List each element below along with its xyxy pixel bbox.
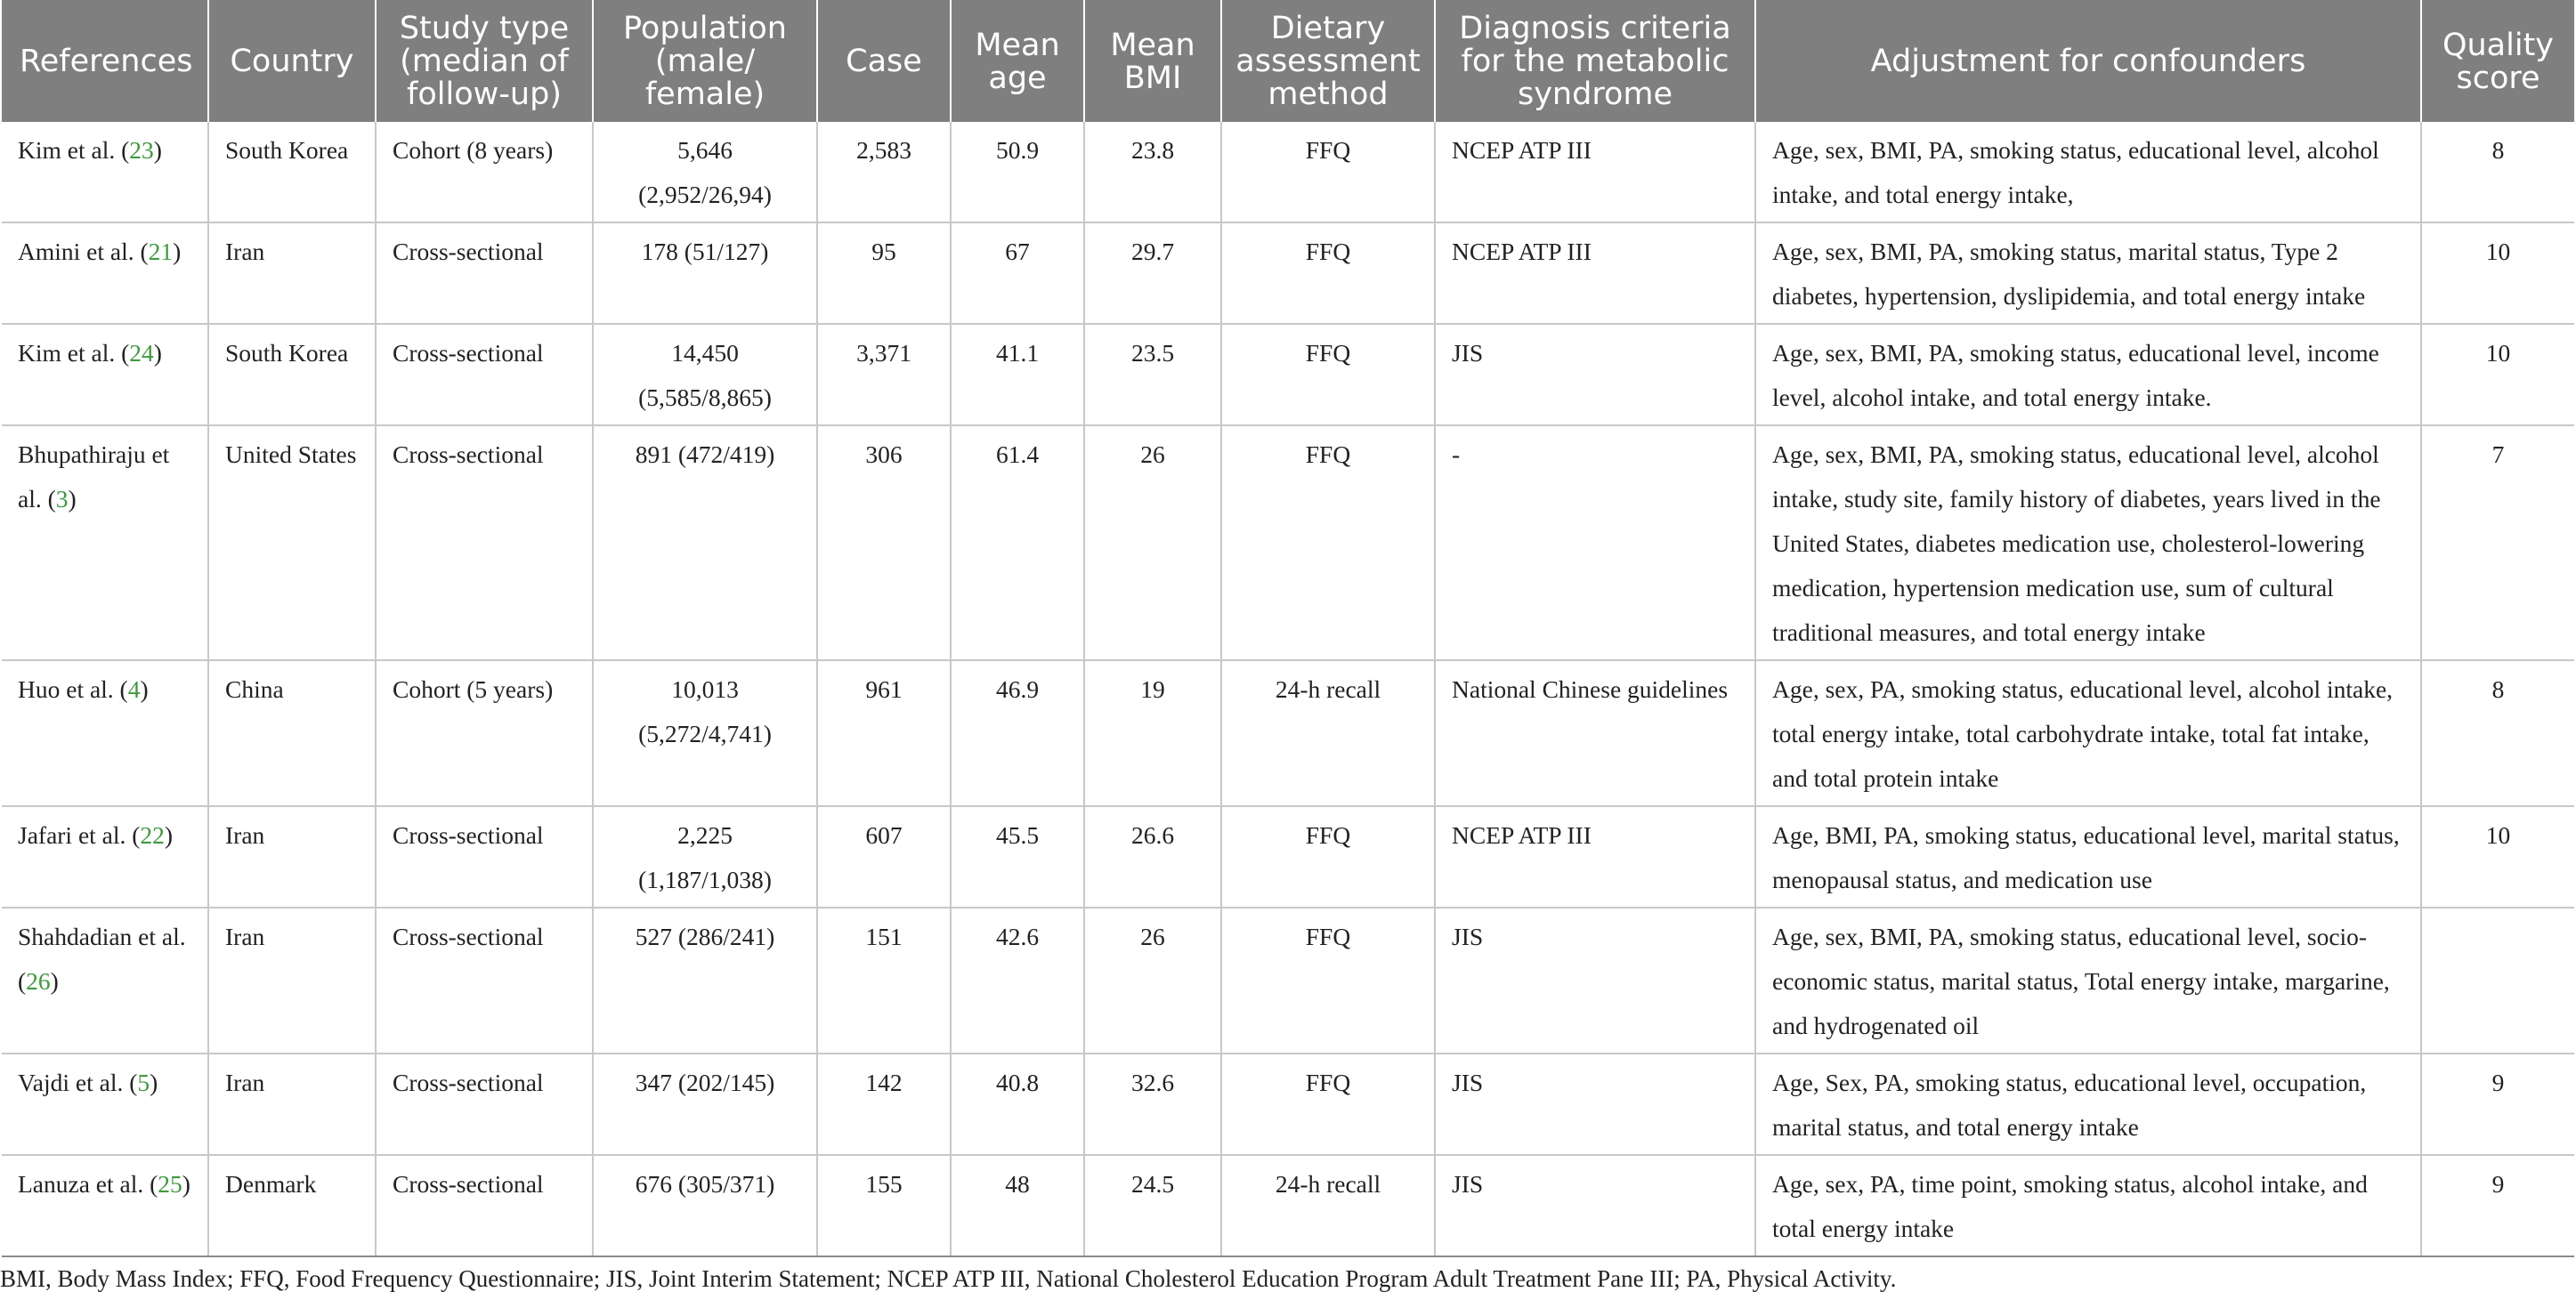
reference-citation-link[interactable]: 5 (137, 1069, 150, 1096)
cell-reference (2, 324, 208, 425)
cell-population: 527 (286/241) (593, 908, 817, 1054)
cell-quality-score: 10 (2421, 806, 2574, 908)
table-row (2, 806, 2574, 908)
table-footnote: BMI, Body Mass Index; FFQ, Food Frequency Questionnaire; JIS, Joint Interim Statement; NCEP ATP III, National Cholesterol Education Program Adult Treatment Pane III; PA, Physical Activity. (0, 1265, 1897, 1292)
cell-quality-score (2421, 908, 2574, 1054)
cell-dietary-method: FFQ (1221, 222, 1435, 324)
header-country: Country (208, 0, 376, 122)
cell-mean-bmi: 26 (1084, 425, 1221, 660)
cell-study-type: Cross-sectional (376, 1155, 593, 1256)
header-diagnosis-criteria: Diagnosis criteria for the metabolic syndrome (1435, 0, 1755, 122)
cell-country: Iran (208, 806, 376, 908)
header-case: Case (817, 0, 951, 122)
cell-quality-score: 7 (2421, 425, 2574, 660)
reference-author: Bhupathiraju et al. ( (18, 440, 170, 513)
cell-mean-age: 42.6 (951, 908, 1084, 1054)
reference-citation-link[interactable]: 3 (55, 485, 69, 513)
cell-dietary-method: FFQ (1221, 122, 1435, 222)
cell-case: 607 (817, 806, 951, 908)
cell-country: South Korea (208, 122, 376, 222)
cell-study-type: Cross-sectional (376, 806, 593, 908)
reference-author: Vajdi et al. ( (18, 1069, 138, 1096)
cell-reference (2, 806, 208, 908)
cell-population: 347 (202/145) (593, 1054, 817, 1155)
table-body (2, 122, 2574, 1256)
table-row (2, 425, 2574, 660)
reference-close-paren: ) (164, 821, 174, 849)
table-row (2, 1155, 2574, 1256)
cell-country: South Korea (208, 324, 376, 425)
header-references: References (2, 0, 208, 122)
study-characteristics-table (2, 0, 2574, 1257)
header-adjustment: Adjustment for confounders (1755, 0, 2421, 122)
table-row (2, 908, 2574, 1054)
cell-study-type: Cross-sectional (376, 324, 593, 425)
cell-reference (2, 1155, 208, 1256)
cell-adjustment: Age, sex, BMI, PA, smoking status, educational level, alcohol intake, study site, family history of diabetes, years lived in the United States, diabetes medication use, cholesterol-lowering medication, hypertension medication use, sum of cultural traditional measures, and total energy intake (1755, 425, 2421, 660)
header-quality-score: Quality score (2421, 0, 2574, 122)
cell-population: 5,646 (2,952/26,94) (593, 122, 817, 222)
reference-close-paren: ) (150, 1069, 158, 1096)
reference-close-paren: ) (153, 339, 162, 367)
cell-population: 10,013 (5,272/4,741) (593, 660, 817, 806)
cell-population: 14,450 (5,585/8,865) (593, 324, 817, 425)
cell-dietary-method: FFQ (1221, 324, 1435, 425)
reference-close-paren: ) (68, 485, 77, 513)
cell-adjustment: Age, sex, PA, time point, smoking status, alcohol intake, and total energy intake (1755, 1155, 2421, 1256)
reference-author: Lanuza et al. ( (18, 1170, 158, 1198)
cell-quality-score: 8 (2421, 660, 2574, 806)
cell-diagnosis-criteria: JIS (1435, 908, 1755, 1054)
cell-country: China (208, 660, 376, 806)
cell-country: Iran (208, 222, 376, 324)
cell-case: 961 (817, 660, 951, 806)
cell-dietary-method: FFQ (1221, 908, 1435, 1054)
cell-mean-age: 48 (951, 1155, 1084, 1256)
cell-mean-bmi: 23.5 (1084, 324, 1221, 425)
cell-quality-score: 10 (2421, 324, 2574, 425)
cell-population: 891 (472/419) (593, 425, 817, 660)
cell-quality-score: 9 (2421, 1054, 2574, 1155)
reference-author: Shahdadian et al. ( (18, 923, 186, 995)
cell-country: Iran (208, 908, 376, 1054)
cell-dietary-method: 24-h recall (1221, 1155, 1435, 1256)
cell-mean-bmi: 32.6 (1084, 1054, 1221, 1155)
reference-citation-link[interactable]: 4 (127, 675, 141, 703)
cell-quality-score: 9 (2421, 1155, 2574, 1256)
cell-reference (2, 222, 208, 324)
reference-author: Huo et al. ( (18, 675, 128, 703)
reference-citation-link[interactable]: 25 (158, 1170, 182, 1198)
cell-mean-age: 40.8 (951, 1054, 1084, 1155)
cell-diagnosis-criteria: NCEP ATP III (1435, 806, 1755, 908)
table-row (2, 222, 2574, 324)
cell-study-type: Cohort (8 years) (376, 122, 593, 222)
reference-close-paren: ) (173, 238, 182, 265)
cell-study-type: Cohort (5 years) (376, 660, 593, 806)
cell-mean-bmi: 23.8 (1084, 122, 1221, 222)
cell-population: 676 (305/371) (593, 1155, 817, 1256)
reference-citation-link[interactable]: 21 (148, 238, 174, 265)
cell-population: 178 (51/127) (593, 222, 817, 324)
cell-study-type: Cross-sectional (376, 1054, 593, 1155)
cell-adjustment: Age, Sex, PA, smoking status, educational level, occupation, marital status, and total energy intake (1755, 1054, 2421, 1155)
reference-citation-link[interactable]: 26 (26, 967, 51, 995)
cell-diagnosis-criteria: JIS (1435, 1155, 1755, 1256)
cell-diagnosis-criteria: JIS (1435, 1054, 1755, 1155)
cell-country: Iran (208, 1054, 376, 1155)
cell-diagnosis-criteria: NCEP ATP III (1435, 122, 1755, 222)
header-mean-age: Mean age (951, 0, 1084, 122)
cell-adjustment: Age, sex, BMI, PA, smoking status, educational level, socio-economic status, marital status, Total energy intake, margarine, and hydrogenated oil (1755, 908, 2421, 1054)
cell-reference (2, 1054, 208, 1155)
cell-case: 142 (817, 1054, 951, 1155)
cell-adjustment: Age, BMI, PA, smoking status, educational level, marital status, menopausal status, and medication use (1755, 806, 2421, 908)
cell-reference (2, 660, 208, 806)
cell-dietary-method: 24-h recall (1221, 660, 1435, 806)
cell-reference (2, 122, 208, 222)
header-dietary-method: Dietary assessment method (1221, 0, 1435, 122)
table-row (2, 1054, 2574, 1155)
cell-dietary-method: FFQ (1221, 806, 1435, 908)
reference-author: Kim et al. ( (18, 136, 130, 164)
reference-author: Amini et al. ( (18, 238, 149, 265)
cell-study-type: Cross-sectional (376, 908, 593, 1054)
cell-case: 95 (817, 222, 951, 324)
cell-reference (2, 908, 208, 1054)
reference-author: Kim et al. ( (18, 339, 130, 367)
cell-population: 2,225 (1,187/1,038) (593, 806, 817, 908)
header-mean-bmi: Mean BMI (1084, 0, 1221, 122)
cell-adjustment: Age, sex, BMI, PA, smoking status, marital status, Type 2 diabetes, hypertension, dyslipidemia, and total energy intake (1755, 222, 2421, 324)
cell-diagnosis-criteria: National Chinese guidelines (1435, 660, 1755, 806)
cell-adjustment: Age, sex, BMI, PA, smoking status, educational level, income level, alcohol intake, and total energy intake. (1755, 324, 2421, 425)
cell-mean-bmi: 26 (1084, 908, 1221, 1054)
cell-mean-age: 45.5 (951, 806, 1084, 908)
cell-mean-age: 61.4 (951, 425, 1084, 660)
cell-mean-age: 46.9 (951, 660, 1084, 806)
reference-citation-link[interactable]: 22 (140, 821, 165, 849)
cell-mean-age: 67 (951, 222, 1084, 324)
cell-mean-age: 50.9 (951, 122, 1084, 222)
cell-case: 151 (817, 908, 951, 1054)
cell-diagnosis-criteria: - (1435, 425, 1755, 660)
table-row (2, 324, 2574, 425)
cell-mean-age: 41.1 (951, 324, 1084, 425)
reference-close-paren: ) (50, 967, 59, 995)
reference-close-paren: ) (153, 136, 162, 164)
header-population: Population (male/ female) (593, 0, 817, 122)
cell-diagnosis-criteria: NCEP ATP III (1435, 222, 1755, 324)
table-row (2, 660, 2574, 806)
cell-case: 2,583 (817, 122, 951, 222)
cell-dietary-method: FFQ (1221, 425, 1435, 660)
cell-country: United States (208, 425, 376, 660)
cell-mean-bmi: 26.6 (1084, 806, 1221, 908)
cell-study-type: Cross-sectional (376, 425, 593, 660)
reference-close-paren: ) (140, 675, 149, 703)
cell-quality-score: 8 (2421, 122, 2574, 222)
reference-citation-link[interactable]: 24 (129, 339, 154, 367)
cell-reference (2, 425, 208, 660)
cell-country: Denmark (208, 1155, 376, 1256)
table-row (2, 122, 2574, 222)
cell-mean-bmi: 29.7 (1084, 222, 1221, 324)
header-row (2, 0, 2574, 122)
cell-adjustment: Age, sex, PA, smoking status, educational level, alcohol intake, total energy intake, total carbohydrate intake, total fat intake, and total protein intake (1755, 660, 2421, 806)
header-study-type: Study type (median of follow-up) (376, 0, 593, 122)
reference-close-paren: ) (182, 1170, 190, 1198)
cell-quality-score: 10 (2421, 222, 2574, 324)
cell-case: 3,371 (817, 324, 951, 425)
cell-study-type: Cross-sectional (376, 222, 593, 324)
cell-mean-bmi: 19 (1084, 660, 1221, 806)
reference-author: Jafari et al. ( (18, 821, 141, 849)
cell-case: 155 (817, 1155, 951, 1256)
cell-adjustment: Age, sex, BMI, PA, smoking status, educational level, alcohol intake, and total energy intake, (1755, 122, 2421, 222)
cell-case: 306 (817, 425, 951, 660)
cell-diagnosis-criteria: JIS (1435, 324, 1755, 425)
reference-citation-link[interactable]: 23 (129, 136, 154, 164)
cell-mean-bmi: 24.5 (1084, 1155, 1221, 1256)
cell-dietary-method: FFQ (1221, 1054, 1435, 1155)
